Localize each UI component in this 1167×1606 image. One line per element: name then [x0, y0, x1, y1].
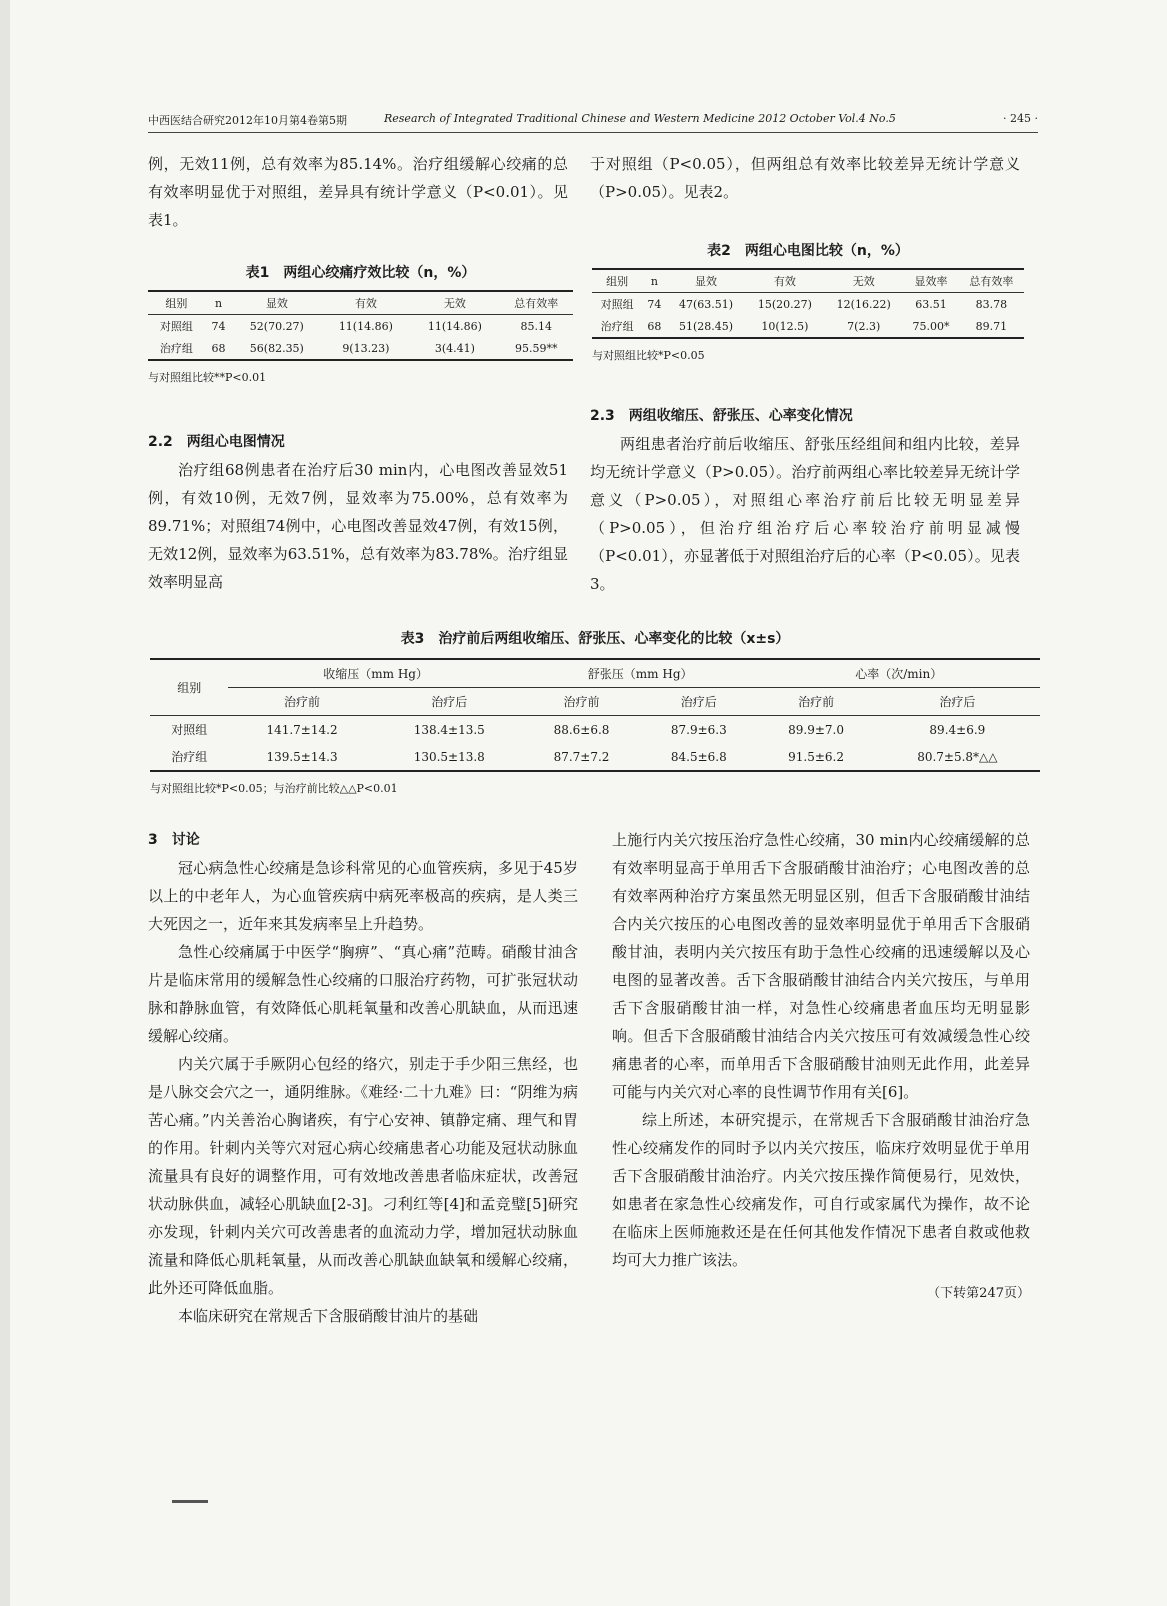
table2-header: 无效	[852, 275, 875, 288]
table-cell: 74	[211, 319, 226, 333]
table1-header: 有效	[354, 297, 377, 310]
table-cell: 9(13.23)	[342, 341, 390, 355]
table-cell: 3(4.41)	[434, 341, 475, 355]
table2-header: n	[650, 274, 658, 288]
page-number: · 245 ·	[1003, 112, 1038, 125]
table-cell: 87.9±6.3	[670, 722, 727, 737]
table-cell: 7(2.3)	[847, 319, 881, 333]
table-cell: 89.9±7.0	[788, 722, 844, 737]
discussion-paragraph: 内关穴属于手厥阴心包经的络穴，别走于手少阳三焦经，也是八脉交会穴之一，通阴维脉。《难经·二十九难》曰：“阴维为病苦心痛。”内关善治心胸诸疾，有宁心安神、镇静定痛、理气和胃的作用。针刺内关等穴对冠心病心绞痛患者心功能及冠状动脉血流量具有良好的调整作用，可有效地改善患者临床症状，改善冠状动脉供血，减轻心肌缺血[2-3]。刁利红等[4]和孟竞璧[5]研究亦发现，针刺内关穴可改善患者的血流动力学，增加冠状动脉血流量和降低心肌耗氧量，从而改善心肌缺血缺氧和缓解心绞痛，此外还可降低血脂。	[148, 1055, 578, 1297]
table3-title: 表3 治疗前后两组收缩压、舒张压、心率变化的比较（x±s）	[400, 631, 790, 647]
table-row	[150, 743, 1040, 771]
table1-title: 表1 两组心绞痛疗效比较（n，%）	[245, 265, 476, 281]
section-2-3-paragraph: 两组患者治疗前后收缩压、舒张压经组间和组内比较，差异均无统计学意义（P>0.05）。治疗前两组心率比较差异无统计学意义（P>0.05），对照组心率治疗前后比较无明显差异（P>0.05），但治疗组治疗后心率较治疗前明显减慢（P<0.01），亦显著低于对照组治疗后的心率（P<0.05）。见表3。	[590, 435, 1020, 593]
table-cell: 治疗组	[600, 320, 634, 333]
table3-sub-header: 治疗后	[680, 695, 717, 709]
section-2-3	[590, 402, 1020, 598]
table2-header: 有效	[773, 275, 796, 288]
table-cell: 139.5±14.3	[266, 749, 338, 764]
discussion-paragraph: 冠心病急性心绞痛是急诊科常见的心血管疾病，多见于45岁以上的中老年人，为心血管疾病中病死率极高的疾病，是人类三大死因之一，近年来其发病率呈上升趋势。	[148, 859, 578, 933]
table3-group-header: 组别	[150, 659, 228, 716]
table-cell: 138.4±13.5	[413, 722, 485, 737]
table-cell: 11(14.86)	[427, 319, 482, 333]
results-paragraph-1: 例，无效11例，总有效率为85.14%。治疗组缓解心绞痛的总有效率明显优于对照组，差异具有统计学意义（P<0.01）。见表1。	[148, 155, 568, 229]
table-cell: 75.00*	[912, 319, 950, 333]
table3-col-group: 舒张压（mm Hg）	[523, 659, 758, 688]
journal-name-cn: 中西医结合研究2012年10月第4卷第5期	[148, 114, 347, 127]
table-cell: 12(16.22)	[836, 297, 891, 311]
table-cell: 治疗组	[159, 342, 193, 355]
table3-sub-header-row	[150, 688, 1040, 716]
table-cell: 47(63.51)	[679, 297, 734, 311]
table3-block	[150, 628, 1040, 796]
table-cell: 63.51	[915, 297, 947, 311]
table1	[148, 290, 573, 361]
discussion-paragraph: 综上所述，本研究提示，在常规舌下含服硝酸甘油治疗急性心绞痛发作的同时予以内关穴按压，临床疗效明显优于单用舌下含服硝酸甘油治疗。内关穴按压操作简便易行，见效快，如患者在家急性心绞痛发作，可自行或家属代为操作，故不论在临床上医师施救还是在任何其他发作情况下患者自救或他救均可大力推广该法。	[612, 1111, 1030, 1269]
table3-col-group: 心率（次/min）	[757, 659, 1040, 688]
section-2-2	[148, 428, 568, 596]
table-cell: 91.5±6.2	[788, 749, 844, 764]
table-cell: 83.78	[975, 297, 1008, 311]
table-row	[148, 315, 573, 338]
table3-sub-header: 治疗后	[431, 695, 468, 709]
discussion-paragraph: 急性心绞痛属于中医学“胸痹”、“真心痛”范畴。硝酸甘油含片是临床常用的缓解急性心绞痛的口服治疗药物，可扩张冠状动脉和静脉血管，有效降低心肌耗氧量和改善心肌缺血，从而迅速缓解心绞痛。	[148, 943, 578, 1045]
table-row	[592, 293, 1024, 316]
table-row	[148, 337, 573, 360]
table-cell: 95.59**	[514, 341, 558, 355]
table1-header: 组别	[165, 297, 188, 310]
table-cell: 52(70.27)	[249, 319, 304, 333]
table-cell: 10(12.5)	[761, 319, 809, 333]
table3-col-group: 收缩压（mm Hg）	[228, 659, 522, 688]
discussion-paragraph: 上施行内关穴按压治疗急性心绞痛，30 min内心绞痛缓解的总有效率明显高于单用舌下含服硝酸甘油治疗；心电图改善的总有效率两种治疗方案虽然无明显区别，但舌下含服硝酸甘油结合内关穴按压的心电图改善的显效率明显优于单用舌下含服硝酸甘油，表明内关穴按压有助于急性心绞痛的迅速缓解以及心电图的显著改善。舌下含服硝酸甘油结合内关穴按压，与单用舌下含服硝酸甘油一样，对急性心绞痛患者血压均无明显影响。但舌下含服硝酸甘油结合内关穴按压可有效减缓急性心绞痛患者的心率，而单用舌下含服硝酸甘油则无此作用，此差异可能与内关穴对心率的良性调节作用有关[6]。	[612, 831, 1030, 1101]
discussion-left-column	[148, 826, 578, 1330]
table2-note: 与对照组比较*P<0.05	[592, 349, 705, 362]
table1-header: n	[214, 296, 223, 310]
table3-sub-header: 治疗前	[798, 695, 835, 709]
table3-note: 与对照组比较*P<0.05；与治疗前比较△△P<0.01	[150, 782, 398, 795]
table-cell: 51(28.45)	[679, 319, 734, 333]
table1-header-row	[148, 291, 573, 315]
table2-title: 表2 两组心电图比较（n，%）	[707, 243, 909, 259]
table-cell: 85.14	[520, 319, 552, 333]
continued-note: （下转第247页）	[927, 1286, 1030, 1301]
table-cell: 对照组	[171, 723, 208, 737]
table1-header: 无效	[443, 297, 466, 310]
discussion-paragraph: 本临床研究在常规舌下含服硝酸甘油片的基础	[178, 1307, 479, 1325]
table2-header: 组别	[606, 275, 629, 288]
table-cell: 治疗组	[171, 750, 208, 764]
table-cell: 11(14.86)	[338, 319, 393, 333]
table2-header-row	[592, 269, 1024, 293]
table-cell: 87.7±7.2	[553, 749, 610, 764]
table3-group-row	[150, 659, 1040, 688]
table-cell: 74	[647, 297, 662, 311]
table2-header: 总有效率	[969, 275, 1014, 288]
scan-mark	[172, 1500, 208, 1503]
table-row	[150, 716, 1040, 744]
discussion-right-column	[612, 826, 1030, 1308]
table-cell: 141.7±14.2	[266, 722, 338, 737]
table-cell: 对照组	[159, 320, 193, 333]
left-column-top	[148, 150, 568, 234]
scan-edge	[0, 0, 10, 1606]
table3-sub-header: 治疗前	[563, 695, 600, 709]
section-2-2-heading: 2.2 两组心电图情况	[148, 434, 285, 450]
discussion-heading: 3 讨论	[148, 832, 200, 848]
table-cell: 84.5±6.8	[670, 749, 727, 764]
table2	[592, 268, 1024, 339]
table1-block	[148, 262, 573, 385]
table-cell: 130.5±13.8	[413, 749, 485, 764]
table2-block	[592, 240, 1024, 363]
table-cell: 80.7±5.8*△△	[917, 749, 998, 764]
table2-header: 显效率	[914, 275, 948, 288]
section-2-3-heading: 2.3 两组收缩压、舒张压、心率变化情况	[590, 408, 853, 424]
table-cell: 15(20.27)	[757, 297, 812, 311]
table-cell: 对照组	[600, 298, 634, 311]
results-paragraph-2: 于对照组（P<0.05），但两组总有效率比较差异无统计学意义（P>0.05）。见表2。	[590, 155, 1020, 201]
table3-sub-header: 治疗后	[939, 695, 976, 709]
table3-sub-header: 治疗前	[284, 695, 321, 709]
table-row	[592, 315, 1024, 338]
table1-header: 总有效率	[514, 297, 559, 310]
table-cell: 56(82.35)	[249, 341, 304, 355]
table1-note: 与对照组比较**P<0.01	[148, 371, 267, 384]
journal-name-en: Research of Integrated Traditional Chinese and Western Medicine 2012 October Vol.4 No.5	[384, 112, 896, 125]
right-column-top	[590, 150, 1020, 206]
table2-header: 显效	[695, 275, 718, 288]
table1-header: 显效	[265, 297, 288, 310]
table-cell: 88.6±6.8	[553, 722, 610, 737]
section-2-2-paragraph: 治疗组68例患者在治疗后30 min内，心电图改善显效51例，有效10例，无效7例，显效率为75.00%，总有效率为89.71%；对照组74例中，心电图改善显效47例，有效15例，无效12例，显效率为63.51%，总有效率为83.78%。治疗组显效率明显高	[148, 461, 568, 591]
table-cell: 89.4±6.9	[929, 722, 986, 737]
table3	[150, 658, 1040, 772]
table-cell: 89.71	[975, 319, 1008, 333]
running-header	[148, 110, 1038, 133]
table-cell: 68	[211, 341, 226, 355]
table-cell: 68	[647, 319, 662, 333]
